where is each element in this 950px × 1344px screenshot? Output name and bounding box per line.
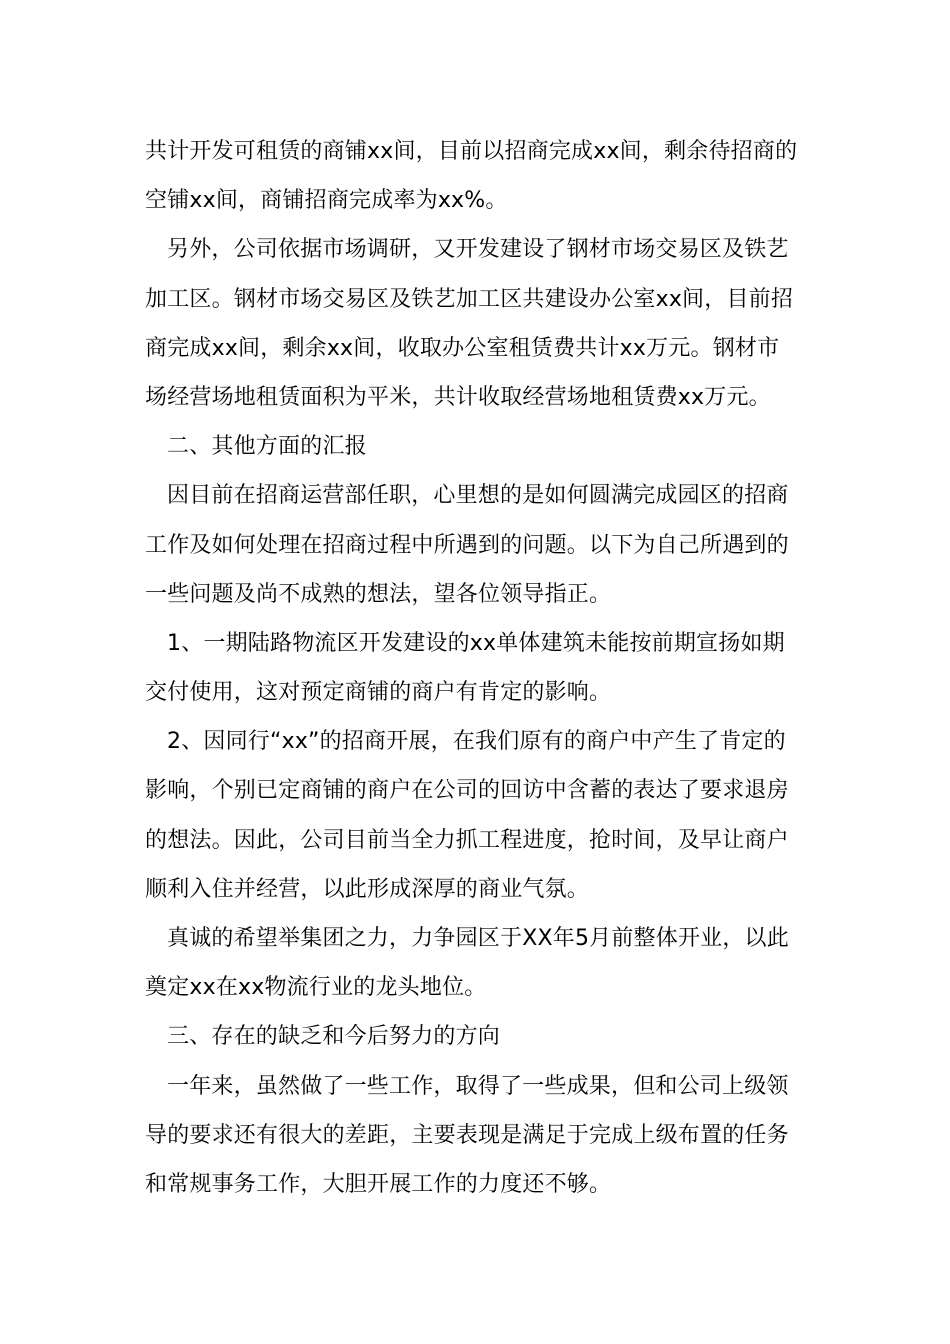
text-line: 的想法。因此，公司目前当全力抓工程进度，抢时间，及早让商户 xyxy=(145,827,789,853)
text-line: 加工区。钢材市场交易区及铁艺加工区共建设办公室xx间，目前招 xyxy=(145,286,794,312)
text-line: 场经营场地租赁面积为平米，共计收取经营场地租赁费xx万元。 xyxy=(145,384,771,410)
text-line: 一些问题及尚不成熟的想法，望各位领导指正。 xyxy=(145,581,612,607)
paragraph-first-line: 真诚的希望举集团之力，力争园区于XX年5月前整体开业，以此 xyxy=(167,926,789,951)
text-line: 商完成xx间，剩余xx间，收取办公室租赁费共计xx万元。钢材市 xyxy=(145,335,780,361)
text-line: 影响，个别已定商铺的商户在公司的回访中含蓄的表达了要求退房 xyxy=(145,778,789,804)
list-item-first-line: 2、因同行“xx”的招商开展，在我们原有的商户中产生了肯定的 xyxy=(167,729,786,755)
text-line: 奠定xx在xx物流行业的龙头地位。 xyxy=(145,975,487,1001)
text-line: 顺利入住并经营，以此形成深厚的商业气氛。 xyxy=(145,876,590,902)
text-line: 交付使用，这对预定商铺的商户有肯定的影响。 xyxy=(145,680,612,706)
section-heading: 二、其他方面的汇报 xyxy=(167,434,367,460)
text-line: 共计开发可租赁的商铺xx间，目前以招商完成xx间，剩余待招商的 xyxy=(145,139,798,164)
list-item-first-line: 1、一期陆路物流区开发建设的xx单体建筑未能按前期宣扬如期 xyxy=(167,630,785,656)
document-body xyxy=(145,127,810,1209)
paragraph-first-line: 因目前在招商运营部任职，心里想的是如何圆满完成园区的招商 xyxy=(167,483,789,509)
text-line: 导的要求还有很大的差距，主要表现是满足于完成上级布置的任务 xyxy=(145,1122,789,1148)
text-line: 空铺xx间，商铺招商完成率为xx%。 xyxy=(145,188,508,214)
text-line: 和常规事务工作，大胆开展工作的力度还不够。 xyxy=(145,1171,612,1197)
paragraph-first-line: 一年来，虽然做了一些工作，取得了一些成果，但和公司上级领 xyxy=(167,1073,789,1099)
paragraph-first-line: 另外，公司依据市场调研，又开发建设了钢材市场交易区及铁艺 xyxy=(167,237,789,263)
section-heading: 三、存在的缺乏和今后努力的方向 xyxy=(167,1024,501,1050)
text-line: 工作及如何处理在招商过程中所遇到的问题。以下为自己所遇到的 xyxy=(145,532,789,558)
